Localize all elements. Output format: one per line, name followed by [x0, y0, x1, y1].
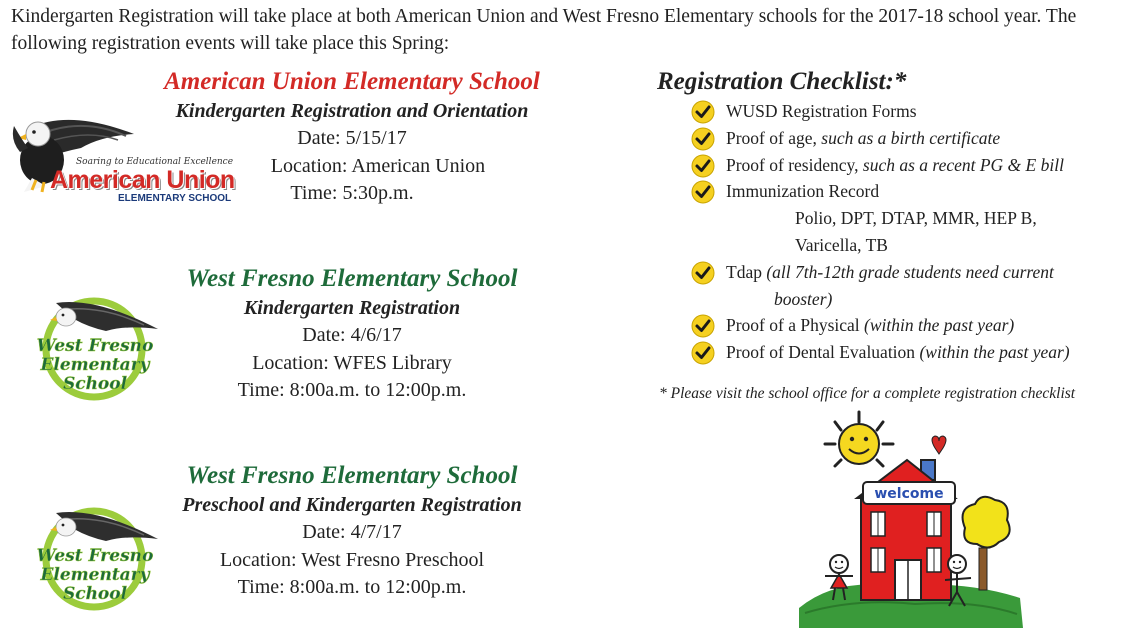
- logo-sub: ELEMENTARY SCHOOL: [118, 193, 232, 204]
- checklist-item: [657, 312, 1127, 339]
- logo-line-2: Elementary: [40, 565, 150, 585]
- checkmark-icon: [690, 313, 716, 339]
- west-fresno-logo: [26, 495, 164, 613]
- logo-text: [26, 547, 164, 604]
- event-subtitle: Preschool and Kindergarten Registration: [182, 494, 522, 516]
- event-location: Location: American Union: [270, 154, 486, 177]
- logo-name: American Union: [50, 166, 235, 194]
- checklist-item-label: Proof of residency,: [726, 154, 863, 175]
- event-date: Date: 4/6/17: [302, 324, 402, 346]
- welcome-sign-text: welcome: [874, 486, 944, 502]
- checkmark-icon: [690, 153, 716, 179]
- checklist-item-note: (all 7th-12th grade students need current: [766, 261, 1054, 282]
- checklist-item: [657, 152, 1127, 179]
- checklist-footnote: * Please visit the school office for a complete registration checklist: [659, 385, 1076, 402]
- checkmark-icon: [690, 99, 716, 125]
- checklist-item-label: Proof of a Physical: [726, 315, 865, 336]
- checkmark-icon: [690, 126, 716, 152]
- event-location: Location: WFES Library: [252, 351, 452, 374]
- checklist-item: [657, 339, 1127, 366]
- event-west-fresno-1: [150, 263, 554, 405]
- school-house-icon: [795, 408, 1030, 628]
- checklist-item: [657, 98, 1127, 125]
- event-school-name: West Fresno Elementary School: [186, 462, 518, 489]
- logo-line-3: School: [62, 374, 128, 394]
- checklist-item-note: such as a birth certificate: [821, 127, 1001, 148]
- american-union-logo: [6, 100, 268, 208]
- event-school-name: West Fresno Elementary School: [186, 265, 518, 292]
- event-west-fresno-2: [150, 460, 554, 602]
- checkmark-icon: [690, 179, 716, 205]
- checklist-item-note: (within the past year): [919, 342, 1070, 363]
- checklist-item-label: Tdap: [726, 261, 767, 282]
- logo-line-2: Elementary: [40, 355, 150, 375]
- school-house-clipart: [795, 408, 1030, 628]
- event-subtitle: Kindergarten Registration and Orientation: [175, 100, 529, 122]
- event-subtitle: Kindergarten Registration: [243, 297, 461, 319]
- intro-paragraph: Kindergarten Registration will take place at both American Union and West Fresno Elementary schools for the 2017-18 school year. The following registration events will take place this Spring:: [11, 6, 1077, 54]
- logo-text: [26, 337, 164, 394]
- event-school-name: American Union Elementary School: [164, 68, 540, 95]
- checklist-list-after: [657, 312, 1127, 366]
- event-time: Time: 8:00a.m. to 12:00p.m.: [237, 576, 467, 598]
- event-time: Time: 8:00a.m. to 12:00p.m.: [237, 379, 467, 401]
- checklist-item-label: Proof of Dental Evaluation: [726, 342, 920, 363]
- event-date: Date: 4/7/17: [302, 521, 402, 543]
- registration-checklist: [657, 66, 1127, 366]
- logo-tagline: Soaring to Educational Excellence: [76, 157, 234, 167]
- event-location: Location: West Fresno Preschool: [219, 548, 485, 571]
- logo-line-1: West Fresno: [36, 336, 154, 356]
- checklist-item-label: WUSD Registration Forms: [726, 101, 917, 121]
- west-fresno-logo: [26, 285, 164, 403]
- event-time: Time: 5:30p.m.: [290, 182, 414, 204]
- checkmark-icon: [690, 260, 716, 286]
- tdap-note-continued: booster): [774, 288, 833, 309]
- immunization-detail: Varicella, TB: [795, 234, 888, 255]
- checklist-item: [657, 178, 1127, 205]
- checklist-list-tdap: [657, 259, 1127, 286]
- checklist-item-label: Immunization Record: [726, 181, 880, 202]
- logo-line-3: School: [62, 584, 128, 604]
- checklist-item: [657, 125, 1127, 152]
- checklist-list: [657, 98, 1127, 205]
- event-date: Date: 5/15/17: [297, 127, 407, 149]
- checklist-item-tdap: [657, 259, 1127, 286]
- logo-line-1: West Fresno: [36, 546, 154, 566]
- immunization-detail: Polio, DPT, DTAP, MMR, HEP B,: [795, 208, 1037, 229]
- checkmark-icon: [690, 340, 716, 366]
- checklist-title: Registration Checklist:*: [657, 68, 907, 95]
- checklist-item-label: Proof of age,: [726, 127, 822, 148]
- checklist-item-note: such as a recent PG & E bill: [862, 154, 1064, 175]
- checklist-item-note: (within the past year): [864, 315, 1015, 336]
